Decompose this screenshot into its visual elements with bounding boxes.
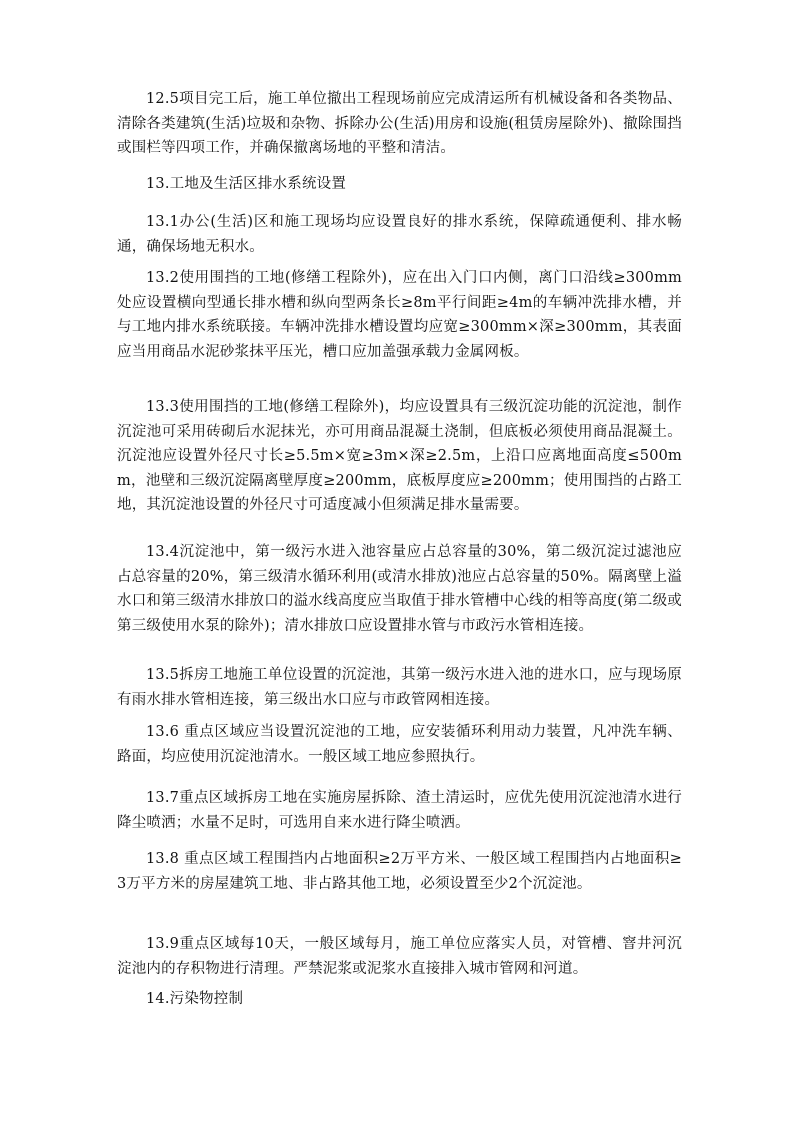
paragraph-13-3: 13.3使用围挡的工地(修缮工程除外)，均应设置具有三级沉淀功能的沉淀池，制作沉淀池可采用砖砌后水泥抹光，亦可用商品混凝土浇制，但底板必须使用商品混凝土。沉淀池应设置外径尺寸长≥5.5m×宽≥3m×深≥2.5m，上沿口应离地面高度≤500mm，池壁和三级沉淀隔离壁厚度≥200mm，底板厚度应≥200mm；使用围挡的占路工地，其沉淀池设置的外径尺寸可适度减小但须满足排水量需要。 — [117, 399, 682, 513]
section-heading-14: 14.污染物控制 — [146, 991, 244, 1007]
paragraph-13-2: 13.2使用围挡的工地(修缮工程除外)，应在出入门口内侧，离门口沿线≥300mm处应设置横向型通长排水槽和纵向型两条长≥8m平行间距≥4m的车辆冲洗排水槽，并与工地内排水系统联接。车辆冲洗排水槽设置均应宽≥300mm×深≥300mm，其表面应当用商品水泥砂浆抹平压光，槽口应加盖强承载力金属网板。 — [117, 270, 682, 360]
section-heading-13: 13.工地及生活区排水系统设置 — [146, 176, 347, 192]
paragraph-13-1: 13.1办公(生活)区和施工现场均应设置良好的排水系统，保障疏通便利、排水畅通，确保场地无积水。 — [117, 214, 682, 255]
paragraph-13-7: 13.7重点区域拆房工地在实施房屋拆除、渣土清运时，应优先使用沉淀池清水进行降尘喷洒；水量不足时，可选用自来水进行降尘喷洒。 — [117, 790, 682, 831]
paragraph-13-9: 13.9重点区域每10天，一般区域每月，施工单位应落实人员，对管槽、窨井河沉淀池内的存积物进行清理。严禁泥浆或泥浆水直接排入城市管网和河道。 — [117, 936, 682, 977]
paragraph-13-4: 13.4沉淀池中，第一级污水进入池容量应占总容量的30%，第二级沉淀过滤池应占总容量的20%，第三级清水循环利用(或清水排放)池应占总容量的50%。隔离壁上溢水口和第三级清水排放口的溢水线高度应当取值于排水管槽中心线的相等高度(第二级或第三级使用水泵的除外)；清水排放口应设置排水管与市政污水管相连接。 — [117, 544, 682, 634]
paragraph-13-6: 13.6 重点区域应当设置沉淀池的工地，应安装循环利用动力装置，凡冲洗车辆、路面，均应使用沉淀池清水。一般区域工地应参照执行。 — [117, 724, 682, 765]
paragraph-13-5: 13.5拆房工地施工单位设置的沉淀池，其第一级污水进入池的进水口，应与现场原有雨水排水管相连接，第三级出水口应与市政管网相连接。 — [117, 667, 682, 708]
paragraph-12-5: 12.5项目完工后，施工单位撤出工程现场前应完成清运所有机械设备和各类物品、清除各类建筑(生活)垃圾和杂物、拆除办公(生活)用房和设施(租赁房屋除外)、撤除围挡或围栏等四项工作，并确保撤离场地的平整和清洁。 — [117, 91, 682, 156]
paragraph-13-8: 13.8 重点区域工程围挡内占地面积≥2万平方米、一般区域工程围挡内占地面积≥3万平方米的房屋建筑工地、非占路其他工地，必须设置至少2个沉淀池。 — [117, 851, 682, 892]
